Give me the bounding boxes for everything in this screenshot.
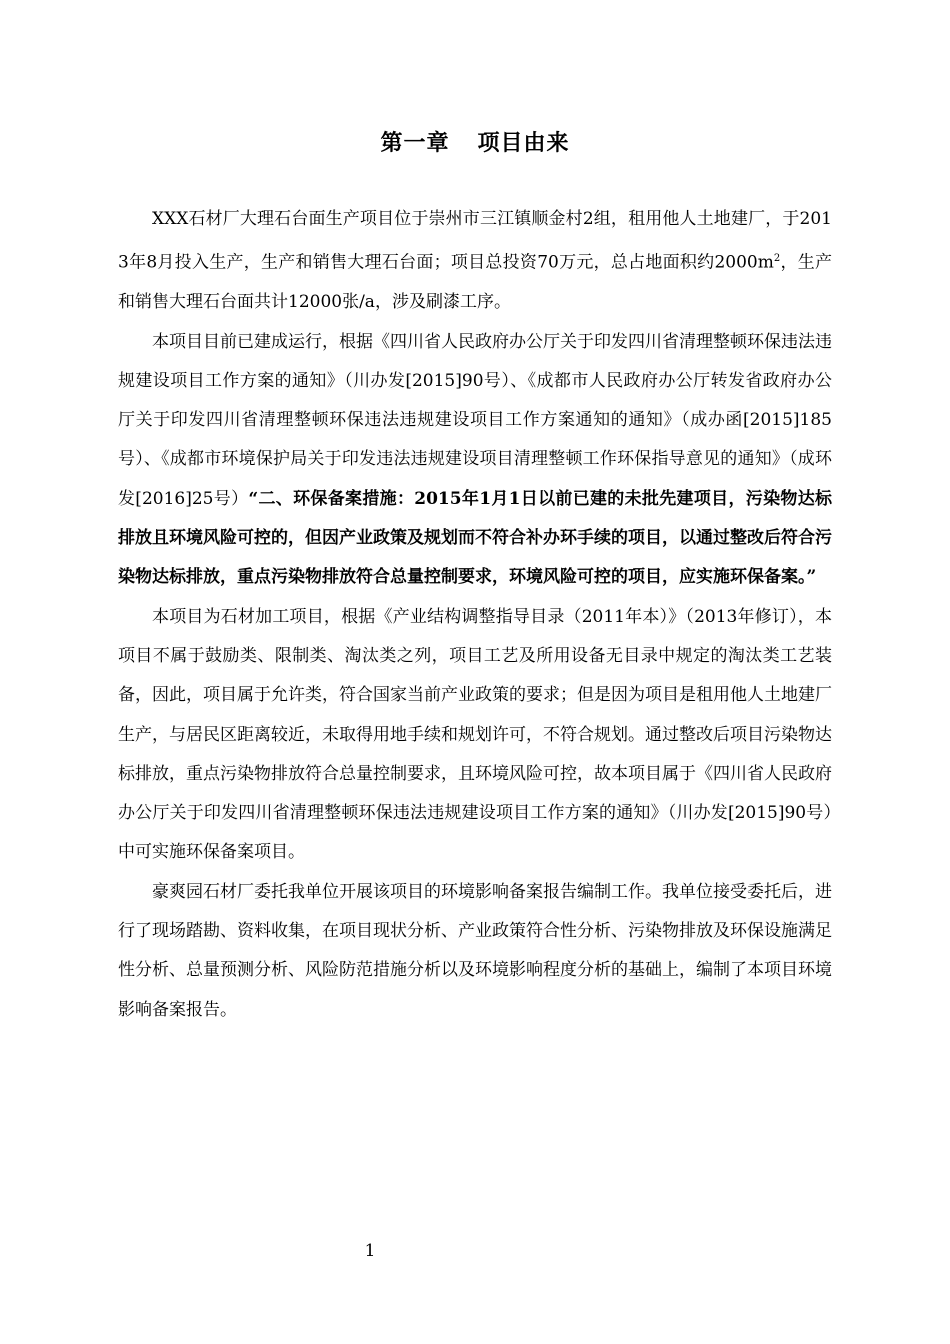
page-number: 1 <box>364 1241 376 1261</box>
paragraph-2-bold-quote: “二、环保备案措施：2015年1月1日以前已建的未批先建项目，污染物达标排放且环境风险可控的，但因产业政策及规划而不符合补办环手续的项目，以通过整改后符合污染物达标排放，重点污染物排放符合总量控制要求，环境风险可控的项目，应实施环保备案。” <box>118 488 833 588</box>
paragraph-1-text-b: ，生产和销售大理石台面共计12000张/a，涉及刷漆工序。 <box>118 252 832 313</box>
paragraph-project-overview <box>118 200 832 323</box>
chapter-name: 项目由来 <box>477 130 570 156</box>
area-unit-superscript: 2 <box>773 253 781 265</box>
paragraph-1-text-a: XXX石材厂大理石台面生产项目位于崇州市三江镇顺金村2组，租用他人土地建厂，于2013年8月投入生产，生产和销售大理石台面；项目总投资70万元，总占地面积约2000m <box>118 209 832 273</box>
paragraph-4-text: 豪爽园石材厂委托我单位开展该项目的环境影响备案报告编制工作。我单位接受委托后，进行了现场踏勘、资料收集，在项目现状分析、产业政策符合性分析、污染物排放及环保设施满足性分析、总量预测分析、风险防范措施分析以及环境影响程度分析的基础上，编制了本项目环境影响备案报告。 <box>118 881 832 1020</box>
paragraph-3-text: 本项目为石材加工项目，根据《产业结构调整指导目录（2011年本）》（2013年修订），本项目不属于鼓励类、限制类、淘汰类之列，项目工艺及所用设备无目录中规定的淘汰类工艺装备，因此，项目属于允许类，符合国家当前产业政策的要求；但是因为项目是租用他人土地建厂生产，与居民区距离较近，未取得用地手续和规划许可，不符合规划。通过整改后项目污染物达标排放，重点污染物排放符合总量控制要求，且环境风险可控，故本项目属于《四川省人民政府办公厅关于印发四川省清理整顿环保违法违规建设项目工作方案的通知》（川办发[2015]90号）中可实施环保备案项目。 <box>118 606 832 863</box>
body-text <box>118 200 832 1030</box>
paragraph-industry-policy <box>118 598 832 873</box>
paragraph-2-text: 本项目目前已建成运行，根据《四川省人民政府办公厅关于印发四川省清理整顿环保违法违规建设项目工作方案的通知》（川办发[2015]90号）、《成都市人民政府办公厅转发省政府办公厅关于印发四川省清理整顿环保违法违规建设项目工作方案通知的通知》（成办函[2015]185号）、《成都市环境保护局关于印发违法违规建设项目清理整顿工作环保指导意见的通知》（成环发[2016]25号） <box>118 331 832 509</box>
chapter-label: 第一章 <box>380 130 450 156</box>
chapter-title <box>0 126 950 157</box>
paragraph-policy-basis <box>118 323 832 598</box>
paragraph-commission <box>118 873 832 1030</box>
